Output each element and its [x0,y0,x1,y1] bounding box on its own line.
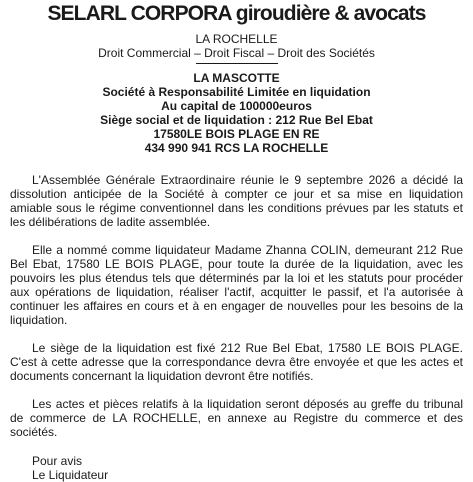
paragraph-filing: Les actes et pièces relatifs à la liquidation seront déposés au greffe du tribunal de commerce de LA ROCHELLE, en annexe au Registre du commerce et des sociétés. [10,397,463,439]
company-office: Siège social et de liquidation : 212 Rue Bel Ebat [100,113,373,127]
firm-city: LA ROCHELLE [195,32,278,46]
company-postal: 17580LE BOIS PLAGE EN RE [153,127,320,141]
paragraph-liquidator: Elle a nommé comme liquidateur Madame Zhanna COLIN, demeurant 212 Rue Bel Ebat, 17580 LE BOIS PLAGE, pour toute la durée de la liquidation, avec les pouvoirs les plus étendus tels que déterminés par la loi et les statuts pour procéder aux opérations de liquidation, réaliser l'actif, acquitter le passif, et l'a autorisée à continuer les affaires en cours et à en engager de nouvelles pour les besoins de la liquidation. [10,243,463,327]
paragraph-dissolution: L'Assemblée Générale Extraordinaire réunie le 9 septembre 2026 a décidé la dissolution anticipée de la Société à compter ce jour et sa mise en liquidation amiable sous le régime conventionnel dans les conditions prévues par les statuts et les délibérations de ladite assemblée. [10,173,463,229]
paragraph-seat: Le siège de la liquidation est fixé 212 Rue Bel Ebat, 17580 LE BOIS PLAGE. C'est à cette adresse que la correspondance devra être envoyée et que les actes et documents concernant la liquidation devront être notifiés. [10,341,463,383]
firm-specialties: Droit Commercial – Droit Fiscal – Droit des Sociétés [98,46,375,60]
signature-block [32,454,463,482]
company-form: Société à Responsabilité Limitée en liquidation [102,85,371,99]
firm-name: SELARL CORPORA giroudière & avocats [47,2,426,25]
company-name: LA MASCOTTE [193,71,280,85]
company-capital: Au capital de 100000euros [161,99,312,113]
company-rcs: 434 990 941 RCS LA ROCHELLE [144,141,329,155]
signature-line-2: Le Liquidateur [32,468,109,482]
signature-line-1: Pour avis [32,454,83,468]
header-divider [196,63,278,64]
